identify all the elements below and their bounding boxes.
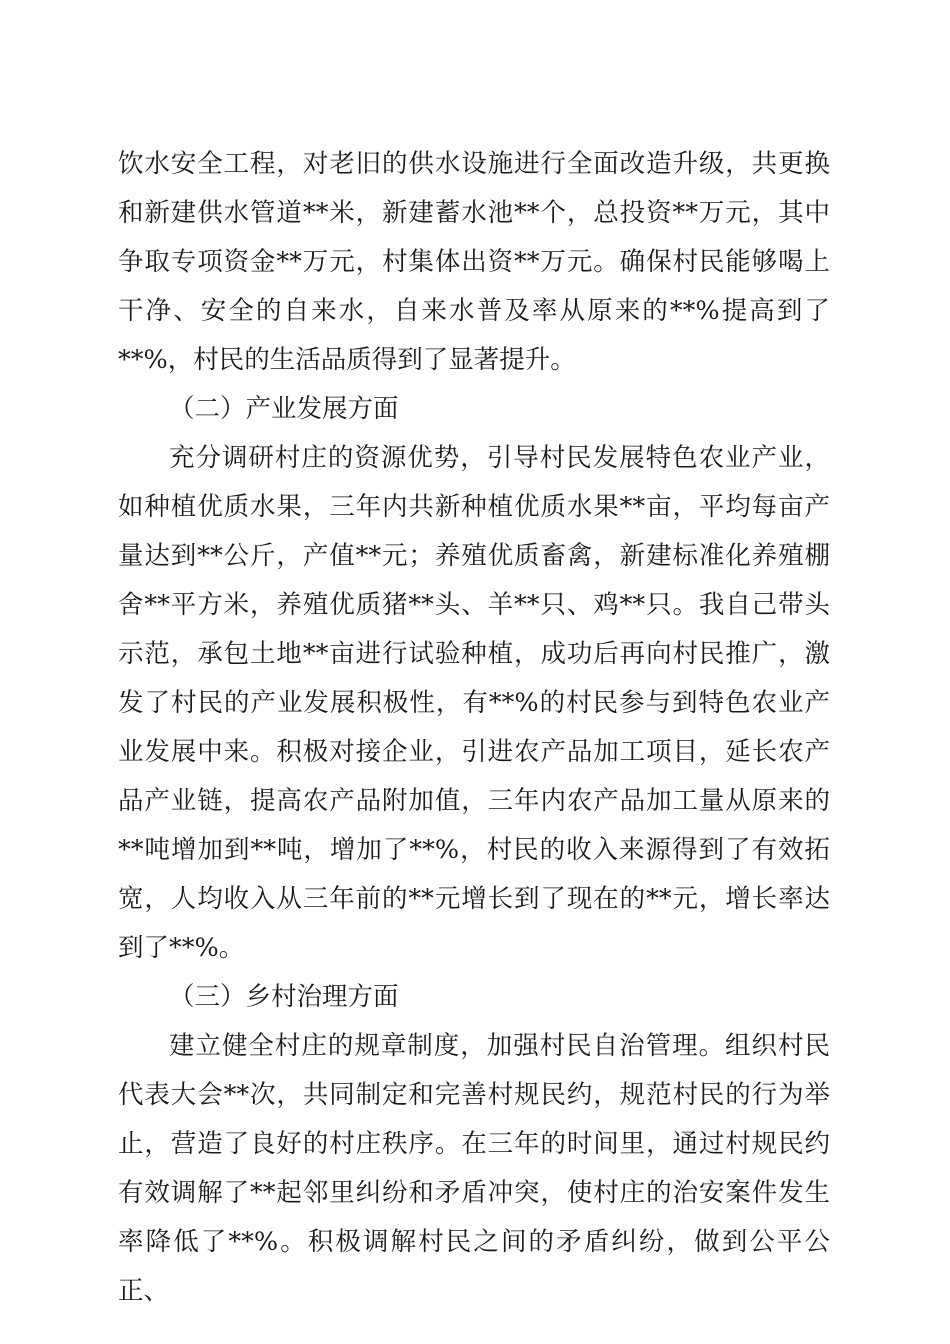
section-heading-governance: （三）乡村治理方面	[169, 982, 399, 1012]
document-body	[118, 140, 830, 1316]
paragraph-industry: 充分调研村庄的资源优势，引导村民发展特色农业产业，如种植优质水果，三年内共新种植优质水果**亩，平均每亩产量达到**公斤，产值**元；养殖优质畜禽，新建标准化养殖棚舍**平方米，养殖优质猪**头、羊**只、鸡**只。我自己带头示范，承包土地**亩进行试验种植，成功后再向村民推广，激发了村民的产业发展积极性，有**%的村民参与到特色农业产业发展中来。积极对接企业，引进农产品加工项目，延长农产品产业链，提高农产品附加值，三年内农产品加工量从原来的**吨增加到**吨，增加了**%，村民的收入来源得到了有效拓宽，人均收入从三年前的**元增长到了现在的**元，增长率达到了**%。	[118, 443, 830, 963]
section-heading-industry: （二）产业发展方面	[169, 394, 399, 424]
paragraph-continuation: 饮水安全工程，对老旧的供水设施进行全面改造升级，共更换和新建供水管道**米，新建蓄水池**个，总投资**万元，其中争取专项资金**万元，村集体出资**万元。确保村民能够喝上干净、安全的自来水，自来水普及率从原来的**%提高到了**%，村民的生活品质得到了显著提升。	[118, 149, 830, 375]
paragraph-governance: 建立健全村庄的规章制度，加强村民自治管理。组织村民代表大会**次，共同制定和完善村规民约，规范村民的行为举止，营造了良好的村庄秩序。在三年的时间里，通过村规民约有效调解了**起邻里纠纷和矛盾冲突，使村庄的治安案件发生率降低了**%。积极调解村民之间的矛盾纠纷，做到公平公正、	[118, 1031, 830, 1306]
